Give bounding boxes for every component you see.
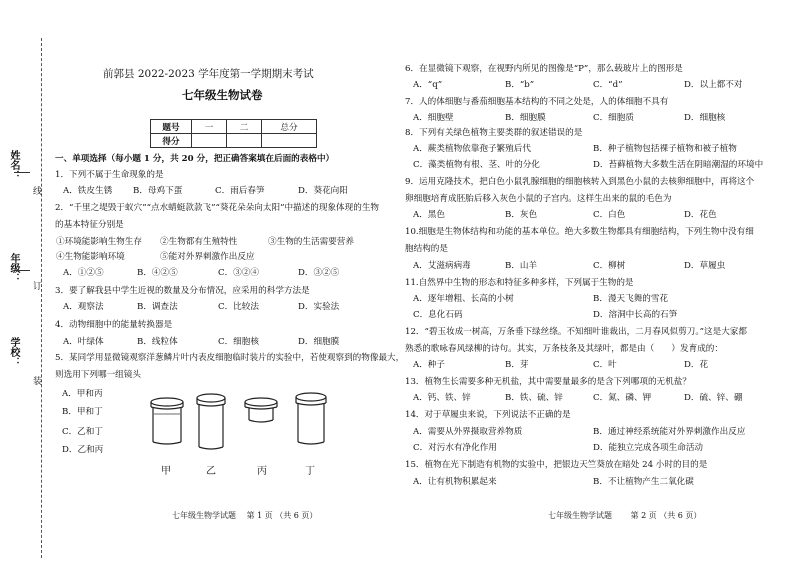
class-label: 年级： [8,253,19,283]
q1-option-c: C．雨后春笋 [215,186,265,196]
q2-statement: ④生物能影响环境 [56,252,125,262]
q2-statement: ③生物的生活需要营养 [268,237,354,247]
q1-option-d: D．葵花向阳 [298,186,348,196]
score-table-cell: 二 [227,120,262,134]
name-blank [14,172,30,173]
q11-option-b: B．漫天飞舞的雪花 [593,294,669,304]
score-table-cell: 得分 [151,134,192,148]
lens-bing-drawing [245,398,277,422]
school-label: 学校： [8,337,19,367]
score-table [150,119,317,148]
score-table-cell: 题号 [151,120,192,134]
q10-option-a: A．艾滋病病毒 [413,261,471,271]
score-table-cell: 一 [192,120,227,134]
q14-option-b: B．通过神经系统能对外界刺激作出反应 [593,427,746,437]
q10-option-c: C．柳树 [593,261,626,271]
q9-option-d: D．花色 [684,210,717,220]
q8-option-c: C．藻类植物有根、茎、叶的分化 [413,160,540,170]
lens-label-yi: 乙 [206,466,216,477]
q9-option-c: C．白色 [593,210,626,220]
q1-option-b: B．母鸡下蛋 [133,186,183,196]
q12-option-c: C．叶 [593,360,617,370]
lens-label-ding: 丁 [305,466,315,477]
question-10-line1: 10.细胞是生物体结构和功能的基本单位。绝大多数生物都具有细胞结构，下列生物中没有细 [405,227,754,237]
exam-header: 前郭县 2022-2023 学年度第一学期期末考试 [103,68,314,80]
question-5-line2: 则选用下列哪一组镜头 [55,370,141,380]
exam-subheader: 七年级生物试卷 [182,88,263,102]
q3-option-a: A．观察法 [63,302,104,312]
q12-option-d: D．花 [684,360,709,370]
question-14: 14．对于草履虫来说，下列说法不正确的是 [405,410,571,420]
question-15: 15．植物在光下制造有机物的实验中，把银边天竺葵放在暗处 24 小时的目的是 [405,460,708,470]
microscope-lenses-figure [145,392,345,454]
q5-option-d: D．乙和丙 [62,445,104,455]
question-9-line2: 卵细胞培育成胚胎后移入灰色小鼠的子宫内。这样生出来的鼠的毛色为 [405,194,672,204]
q2-option-b: B．④②⑤ [137,268,178,278]
q12-option-a: A．种子 [413,360,445,370]
q13-option-c: C．氮、磷、钾 [593,393,652,403]
question-4: 4．动物细胞中的能量转换器是 [55,320,173,330]
q7-option-d: D．细胞核 [684,113,726,123]
q7-option-b: B．细胞膜 [505,113,546,123]
q2-option-d: D．③②⑤ [298,268,340,278]
question-6: 6．在显微镜下观察，在视野内所见的图像是“P”，那么载玻片上的图形是 [405,64,683,74]
question-9-line1: 9．运用克隆技术，把白色小鼠乳腺细胞的细胞核转入到黑色小鼠的去核卵细胞中，再将这个 [405,177,755,187]
q7-option-a: A．细胞壁 [413,113,454,123]
q15-option-b: B．不让植物产生二氧化碳 [593,477,694,487]
q4-option-b: B．线粒体 [137,337,178,347]
question-7: 7．人的体细胞与番茄细胞基本结构的不同之处是，人的体细胞不具有 [405,97,669,107]
question-12-line2: 熟悉的歌咏春风绿柳的诗句。其实，万条枝条及其绿叶，都是由（ ）发育成的： [405,344,723,354]
q4-option-c: C．细胞核 [218,337,259,347]
q2-statement: ②生物都有生殖特性 [160,237,238,247]
question-11: 11.自然界中生物的形态和特征多种多样，下列属于生物的是 [405,278,634,288]
question-3: 3．要了解我县中学生近视的数量及分布情况，应采用的科学方法是 [55,286,310,296]
binding-dashed-line [41,38,42,558]
q2-option-c: C．③②④ [218,268,259,278]
binding-line-char: 线 [31,186,41,195]
question-13: 13．植物生长需要多种无机盐，其中需要量最多的是含下列哪项的无机盐？ [405,377,691,387]
question-12-line1: 12．“碧玉妆成一树高，万条垂下绿丝绦。不知细叶谁裁出，二月春风似剪刀。”这是大家都 [405,327,747,337]
name-label: 姓名： [8,150,19,180]
q11-option-a: A．逐年增粗、长高的小树 [413,294,514,304]
q14-option-c: C．对污水有净化作用 [413,443,497,453]
question-1: 1．下列不属于生命现象的是 [55,170,164,180]
q6-option-c: C．“d” [593,80,623,90]
q11-option-c: C．息化石码 [413,310,463,320]
q2-statement: ⑤能对外界刺激作出反应 [160,252,255,262]
lens-label-bing: 丙 [257,466,267,477]
score-table-cell[interactable] [227,134,262,148]
question-2-line2: 的基本特征分别是 [55,220,124,230]
q8-option-d: D．苔藓植物大多数生活在阴暗潮湿的环境中 [593,160,764,170]
question-2-line1: 2．“千里之堤毁于蚁穴”“点水蜻蜓款款飞”“葵花朵朵向太阳”中描述的现象体现的生物 [55,203,380,213]
q5-option-c: C．乙和丁 [62,427,103,437]
section-title: 一、单项选择（每小题 1 分，共 20 分，把正确答案填在后面的表格中） [55,154,335,164]
q4-option-d: D．细胞膜 [298,337,340,347]
q15-option-a: A．让有机物积累起来 [413,477,497,487]
q11-option-d: D．溶洞中长高的石笋 [593,310,678,320]
page-footer-left: 七年级生物学试题 第 1 页 （共 6 页） [172,511,318,520]
q9-option-a: A．黑色 [413,210,445,220]
q10-option-d: D．草履虫 [684,261,726,271]
q2-statement: ①环境能影响生物生存 [56,237,142,247]
q6-option-d: D．以上都不对 [684,80,743,90]
score-table-cell[interactable] [192,134,227,148]
q14-option-d: D．能独立完成各项生命活动 [593,443,704,453]
q3-option-c: C．比较法 [218,302,259,312]
score-table-cell: 总分 [262,120,317,134]
score-table-cell[interactable] [262,134,317,148]
lens-jia-drawing [151,398,183,444]
class-blank [14,270,30,271]
q2-option-a: A．①②⑤ [63,268,104,278]
q3-option-b: B．调查法 [137,302,178,312]
lens-ding-drawing [296,393,326,444]
question-10-line2: 胞结构的是 [405,244,448,254]
q9-option-b: B．灰色 [505,210,538,220]
q4-option-a: A．叶绿体 [63,337,104,347]
q7-option-c: C．细胞质 [593,113,634,123]
page-footer-right: 七年级生物学试题 第 2 页 （共 6 页） [548,511,702,520]
q1-option-a: A．铁皮生锈 [63,186,113,196]
question-5-line1: 5．某同学用显微镜观察洋葱鳞片叶内表皮细胞临时装片的实验中，若使观察到的物像最大， [55,353,405,363]
binding-install-char: 装 [31,376,41,385]
q8-option-b: B．种子植物包括裸子植物和被子植物 [593,144,737,154]
q13-option-d: D．硫、锌、硼 [684,393,743,403]
q14-option-a: A．需要从外界摄取营养物质 [413,427,523,437]
q6-option-b: B．“b” [505,80,535,90]
q13-option-b: B．铁、硫、锌 [505,393,563,403]
question-8: 8．下列有关绿色植物主要类群的叙述错误的是 [405,128,583,138]
q13-option-a: A．钙、铁、锌 [413,393,471,403]
lens-yi-drawing [197,394,225,449]
q5-option-b: B．甲和丁 [62,407,103,417]
q10-option-b: B．山羊 [505,261,538,271]
lens-label-jia: 甲 [161,466,171,477]
q3-option-d: D．实验法 [298,302,340,312]
binding-order-char: 订 [31,281,41,290]
q12-option-b: B．芽 [505,360,529,370]
q6-option-a: A．“q” [413,80,443,90]
q8-option-a: A．蕨类植物依靠孢子繁殖后代 [413,144,531,154]
q5-option-a: A．甲和丙 [62,389,103,399]
